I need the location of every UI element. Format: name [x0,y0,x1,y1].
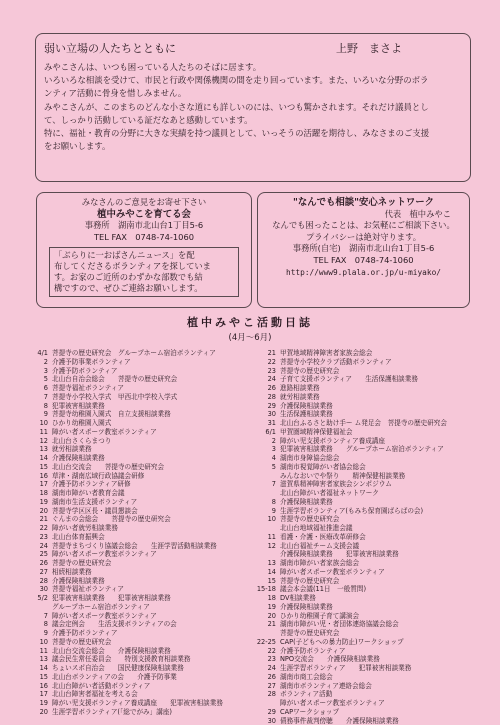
log-entry-date: 6/1 [256,428,280,437]
log-entry-text: 北山台交流会 菩提寺の歴史研究会 [52,463,252,472]
log-entry [28,419,252,428]
log-entry [256,349,478,358]
log-entry [256,489,478,498]
log-entry-text: 北山台体育振興会 [52,533,252,542]
network-rep: 代表 植中みやこ [264,209,463,221]
log-entry [256,603,478,612]
log-entry [256,542,478,551]
log-entry-text: 犯罪被害相談業務 犯罪被害相談業務 [52,594,252,603]
log-entry-text: 湖南市ボランティア連絡会総会 [280,682,478,691]
log-entry-date [256,472,280,481]
log-entry-date: 20 [256,612,280,621]
log-entry-date: 14 [28,664,52,673]
log-entry-date: 26 [28,559,52,568]
log-entry [256,655,478,664]
log-entry [28,550,252,559]
log-entry [256,673,478,682]
log-entry-date: 12 [28,437,52,446]
log-entry-date: 22 [256,358,280,367]
log-entry-text: 菩提寺福祉ボランティア [52,585,252,594]
log-entry-date: 11 [256,533,280,542]
log-entry-date: 23 [256,655,280,664]
log-entry-date: 17 [28,690,52,699]
supporters-recruit: 「ぶらりに一おばさんニュース」を配 布してくださるボランティアを探していま す。お家のご近所のわずかな部数でも結 構ですので、ぜひご連絡お願いします。 [49,247,239,297]
log-entry [28,463,252,472]
log-entry [28,673,252,682]
log-entry [256,717,478,725]
log-entry [28,690,252,699]
log-entry-text: 障がい者スポーツ教室ボランティア [52,428,252,437]
activity-log-right-column [256,349,478,725]
log-entry-text: 進路相談業務 [280,384,478,393]
log-entry-text: 菩提寺福祉ボランティア [52,384,252,393]
log-entry-date: 22 [28,524,52,533]
log-entry [28,349,252,358]
log-entry-date: 17 [28,480,52,489]
log-entry-text: 北山台ボランティアの会 介護予防事業 [52,673,252,682]
log-entry [28,629,252,638]
log-entry-date: 26 [256,673,280,682]
log-entry-date: 9 [256,507,280,516]
network-box [257,192,470,308]
log-entry-date: 14 [28,454,52,463]
log-entry-date: 28 [28,577,52,586]
log-entry [256,480,478,489]
log-entry [256,454,478,463]
activity-log-left-column [28,349,252,717]
log-entry-date: 15 [28,673,52,682]
log-entry-text: 湖南市身障協会総会 [280,454,478,463]
log-entry [256,612,478,621]
log-entry-date: 19 [28,498,52,507]
log-entry-text: 北山台障害者福祉を考える会 [52,690,252,699]
log-entry-text: 湖南市商工会総会 [280,673,478,682]
supporters-name: 植中みやこを育てる会 [43,209,245,221]
log-entry-date: 30 [256,717,280,725]
log-entry [28,708,252,717]
supporters-intro: みなさんのご意見をお寄せ下さい [43,197,245,209]
log-entry-text: 犯罪被害相談業務 [52,402,252,411]
log-entry-date: 5 [256,463,280,472]
log-entry-text: 甲賀地域精神障害者家族会総会 [280,349,478,358]
log-entry-date: 2 [256,437,280,446]
log-entry [28,612,252,621]
log-entry-text: 犯罪被害相談業務 グループホーム宿泊ボランティア [280,445,478,454]
log-entry-text: 障がい者スポーツ教室ボランティア [52,612,252,621]
log-entry [256,699,478,708]
log-entry-text: 北山台ふるさと助け手ー ム発足会 菩提寺の歴史研究会 [280,419,478,428]
log-entry [28,445,252,454]
network-title: "なんでも相談"安心ネットワーク [264,197,463,209]
log-entry-text: ひかり幼稚園子育て講演会 [280,612,478,621]
log-entry-date: 16 [28,472,52,481]
log-entry [256,393,478,402]
log-entry-text: 北山台障がい者福祉ネットワーク [280,489,478,498]
network-tel: TEL FAX 0748-74-1060 [264,255,463,267]
article-box [35,33,471,182]
log-entry-date: 28 [256,690,280,699]
log-entry-text: 議会民生常任委員会 特別支援教育相談業務 [52,655,252,664]
log-entry-text: 就労相談業務 [52,445,252,454]
log-entry-text: 草津・湖南広域行政協議会研修 [52,472,252,481]
log-entry-text: ちょいスポ自治会 国民健康保険相談業務 [52,664,252,673]
log-entry-date [256,524,280,533]
log-entry [28,577,252,586]
log-entry-text: 議会定例会 生活支援ボランティアの会 [52,620,252,629]
log-entry [256,682,478,691]
log-entry-date: 24 [256,664,280,673]
log-entry-text: 湖南市障がい者教育会議 [52,489,252,498]
log-entry [28,533,252,542]
supporters-box [36,192,252,308]
log-entry-text: 介護予防ボランティア [52,629,252,638]
log-entry [28,410,252,419]
log-entry [256,498,478,507]
log-entry-date: 5/2 [28,594,52,603]
log-entry-date: 22 [256,647,280,656]
log-entry-text: 菩提寺の歴史研究会 グループホーム宿泊ボランティア [52,349,252,358]
log-entry [28,585,252,594]
log-entry-date: 23 [28,533,52,542]
log-entry-text: 菩提寺まちづくり協議会総会 生涯学習活動相談業務 [52,542,252,551]
log-entry-text: 障がい児支援ボランティア養成講座 [280,437,478,446]
log-entry-date: 14 [256,568,280,577]
log-entry-date: 3 [28,367,52,376]
log-entry-text: 看護・介護・医療改革研修会 [280,533,478,542]
log-entry-text: 甲賀圏域精神保健福祉会 [280,428,478,437]
log-entry-text: 障がい者スポーツ教室ボランティア [52,550,252,559]
log-entry [28,489,252,498]
log-entry-date: 23 [256,367,280,376]
log-entry-text: 介護予防ボランティア [280,647,478,656]
log-entry-date: 24 [256,375,280,384]
log-entry [256,507,478,516]
log-entry [28,638,252,647]
log-entry-text: 菩提寺の歴史研究会 [280,367,478,376]
log-entry-date: 2 [28,358,52,367]
log-entry [256,445,478,454]
network-url[interactable]: http://www9.plala.or.jp/u-miyako/ [264,267,463,279]
log-entry [28,437,252,446]
log-entry-text: 介護保険相談業務 犯罪被害相談業務 [280,550,478,559]
log-entry [256,577,478,586]
log-entry-date: 8 [28,402,52,411]
log-entry-text: 介護保険相談業務 [280,498,478,507]
log-entry-text: 菩提寺幼稚園入園式 自立支援相談業務 [52,410,252,419]
log-entry-date: 21 [28,515,52,524]
log-entry [28,699,252,708]
log-entry-date: 7 [28,393,52,402]
log-entry-date: 28 [256,393,280,402]
log-entry-date: 6 [28,384,52,393]
log-entry [28,498,252,507]
log-entry-date: 4/1 [28,349,52,358]
log-entry-date: 15 [28,463,52,472]
supporters-tel: TEL FAX 0748-74-1060 [43,232,245,244]
log-entry-text: 湖南市視覚障がい者協会総会 [280,463,478,472]
log-entry [28,542,252,551]
log-entry-text: DV相談業務 [280,594,478,603]
log-entry-date: 25 [28,550,52,559]
log-entry [28,393,252,402]
network-line1: なんでも困ったことは、お気軽にご相談下さい。 [264,220,463,232]
log-entry-date: 18 [28,489,52,498]
log-entry [28,472,252,481]
log-entry-text: 生活保護相談業務 [280,410,478,419]
log-entry [256,647,478,656]
log-entry-date: 31 [256,419,280,428]
log-entry-text: 菩提寺学区区長・議員懇談会 [52,507,252,516]
log-entry-text: 湖南市障がい者家族会総会 [280,559,478,568]
log-entry-date: 26 [256,384,280,393]
log-entry-date: 21 [256,620,280,629]
log-entry-date: 21 [256,349,280,358]
log-entry-text: ぐんまの会総会 菩提寺の歴史研究会 [52,515,252,524]
log-entry [28,682,252,691]
log-entry-date: 7 [28,612,52,621]
log-entry [28,524,252,533]
log-entry-date: 30 [28,585,52,594]
log-entry-text: 北山台福祉チーム支援会議 [280,542,478,551]
log-entry-date: 9 [28,410,52,419]
log-entry-date: 7 [256,480,280,489]
log-entry [256,437,478,446]
log-entry-text: ひかり幼稚園入園式 [52,419,252,428]
log-entry-text: 介護予防ボランティア [52,367,252,376]
log-entry [28,559,252,568]
log-entry [256,358,478,367]
log-entry-date: 19 [28,699,52,708]
log-entry [256,367,478,376]
log-entry-text: 介護保険相談業務 [280,603,478,612]
log-entry-text: 菩提寺の歴史研究会 [52,638,252,647]
log-entry [256,690,478,699]
log-entry-text: CAP(子どもへの暴力防止)ワークショップ [280,638,478,647]
log-entry-date: 9 [28,629,52,638]
log-entry [28,367,252,376]
log-entry [28,358,252,367]
log-entry-text: 北山台地域福祉推進会議 [280,524,478,533]
log-entry-date: 8 [28,620,52,629]
log-entry [256,515,478,524]
log-entry [256,375,478,384]
log-entry-text: 介護保険相談業務 [280,402,478,411]
log-entry [28,664,252,673]
network-office: 事務所(自宅) 湖南市北山台1丁目5-6 [264,243,463,255]
log-entry-text: ボランティア活動 [280,690,478,699]
log-entry-text: 相続相談業務 [52,568,252,577]
log-entry [256,410,478,419]
log-entry-text: 北山台交流会総会 介護保険相談業務 [52,647,252,656]
log-entry [256,524,478,533]
log-entry [256,585,478,594]
activity-log-period: (4月〜6月) [0,331,500,343]
log-entry [256,708,478,717]
log-entry-text: 菩提寺の歴史研究会 [52,559,252,568]
log-entry-date: 20 [28,708,52,717]
log-entry-date: 5 [28,375,52,384]
log-entry-date: 11 [28,647,52,656]
log-entry [256,664,478,673]
log-entry-date: 15-18 [256,585,280,594]
log-entry-date [256,629,280,638]
log-entry-text: 障がい児支援ボランティア養成講座 犯罪被害相談業務 [52,699,252,708]
log-entry [256,550,478,559]
log-entry-date: 4 [256,454,280,463]
log-entry-text: 障がい者スポーツ教室ボランティア [280,699,478,708]
log-entry-text: 介護保険相談業務 [52,454,252,463]
log-entry [256,533,478,542]
log-entry-text: CAPワークショップ [280,708,478,717]
log-entry-date: 10 [28,419,52,428]
log-entry-date [256,699,280,708]
log-entry-date: 29 [256,402,280,411]
log-entry-date [28,603,52,612]
activity-log-title: 植中みやこ活動日誌 [0,314,500,330]
article-body: みやこさんは、いつも困っている人たちのそばに居ます。 いろいろな相談を受けて、市民と行政や関係機関の間を走り回っています。また、いろいな分野のボラ ンティア活動に骨身を惜しみません。 みやこさんが、このまちのどんな小さな道にも詳しいのには、いつも驚かされます。それだけ議員とし て、しっかり活動している証だなあと感動しています。 特に、福祉・教育の分野に大きな実績を持つ議員として、いっそうの活躍を期待し、みなさまのご支援 をお願いします。 [44,61,462,153]
log-entry [256,402,478,411]
log-entry-text: 菩提寺小学校クラブ活動ボランティア [280,358,478,367]
log-entry-text: 介護予防ボランティア研修 [52,480,252,489]
log-entry-date: 20 [28,507,52,516]
log-entry [28,603,252,612]
log-entry-text: 菩提寺の歴史研究会 [280,629,478,638]
log-entry [256,559,478,568]
log-entry-text: 北山台障がい者活動ボランティア [52,682,252,691]
log-entry-text: みんなおいでや祭り 精神保健相談業務 [280,472,478,481]
log-entry-date: 16 [28,682,52,691]
log-entry [256,472,478,481]
log-entry-text: 湖南市生活支援ボランティア [52,498,252,507]
log-entry-date: 18 [256,594,280,603]
log-entry-text: 菩提寺の歴史研究会 [280,577,478,586]
log-entry-text: 就労相談業務 [280,393,478,402]
log-entry-text: 滋賀県精神障害者家族会シンポジウム [280,480,478,489]
network-line2: プライバシーは絶対守ります。 [264,232,463,244]
log-entry-date [256,489,280,498]
log-entry-date: 11 [28,428,52,437]
log-entry-date [256,550,280,559]
log-entry [28,384,252,393]
log-entry-date: 13 [256,559,280,568]
log-entry [28,594,252,603]
log-entry-date: 27 [256,682,280,691]
log-entry-date: 10 [28,638,52,647]
log-entry [256,463,478,472]
log-entry [28,428,252,437]
log-entry [256,568,478,577]
log-entry-date: 13 [28,655,52,664]
log-entry-text: 北山台自治会総会 菩提寺の歴史研究会 [52,375,252,384]
log-entry [256,638,478,647]
log-entry-text: 生涯学習ボランティア 犯罪被害相談業務 [280,664,478,673]
article-author: 上野 まさよ [336,40,402,56]
log-entry-text: 菩提寺の歴史研究会 [280,515,478,524]
log-entry-text: グループホーム宿泊ボランティア [52,603,252,612]
log-entry [256,419,478,428]
log-entry [28,402,252,411]
log-entry [28,507,252,516]
log-entry-text: 菩提寺小学校入学式 甲西北中学校入学式 [52,393,252,402]
log-entry [28,515,252,524]
log-entry-text: 介護保険相談業務 [52,577,252,586]
log-entry [256,594,478,603]
log-entry-date: 10 [256,515,280,524]
log-entry [256,620,478,629]
log-entry [256,629,478,638]
log-entry [28,655,252,664]
log-entry-text: 生涯学習ボランティア(「総でがみ」講座) [52,708,252,717]
log-entry-date: 13 [28,445,52,454]
log-entry [28,620,252,629]
log-entry-text: 議会本会議(11日 一般質問) [280,585,478,594]
article-heading: 弱い立場の人たちとともに [44,40,176,56]
log-entry [28,480,252,489]
log-entry-text: 障がい者スポーツ教室ボランティア [280,568,478,577]
log-entry-text: 子育て支援ボランティア 生活保護相談業務 [280,375,478,384]
log-entry-date: 22-25 [256,638,280,647]
log-entry [28,454,252,463]
log-entry-text: 介護予防事業ボランティア [52,358,252,367]
log-entry-text: 障がい者就労相談業務 [52,524,252,533]
log-entry [256,428,478,437]
log-entry-date: 3 [256,445,280,454]
log-entry-date: 19 [256,603,280,612]
log-entry-date: 27 [28,568,52,577]
log-entry-date: 8 [256,498,280,507]
log-entry [256,384,478,393]
log-entry-date: 29 [256,708,280,717]
log-entry [28,375,252,384]
log-entry-text: 債務事件裁判傍聴 介護保険相談業務 [280,717,478,725]
log-entry-text: 湖南市障がい児・者団体連絡協議会総会 [280,620,478,629]
log-entry-text: 北山台さくらまつり [52,437,252,446]
log-entry-date: 15 [256,577,280,586]
log-entry [28,568,252,577]
log-entry-text: NPO交流会 介護保険相談業務 [280,655,478,664]
log-entry-date: 24 [28,542,52,551]
log-entry [28,647,252,656]
log-entry-text: 生涯学習ボランティア(もみち保育園ばらばの会) [280,507,478,516]
log-entry-date: 12 [256,542,280,551]
log-entry-date: 30 [256,410,280,419]
supporters-office: 事務所 湖南市北山台1丁目5-6 [43,220,245,232]
